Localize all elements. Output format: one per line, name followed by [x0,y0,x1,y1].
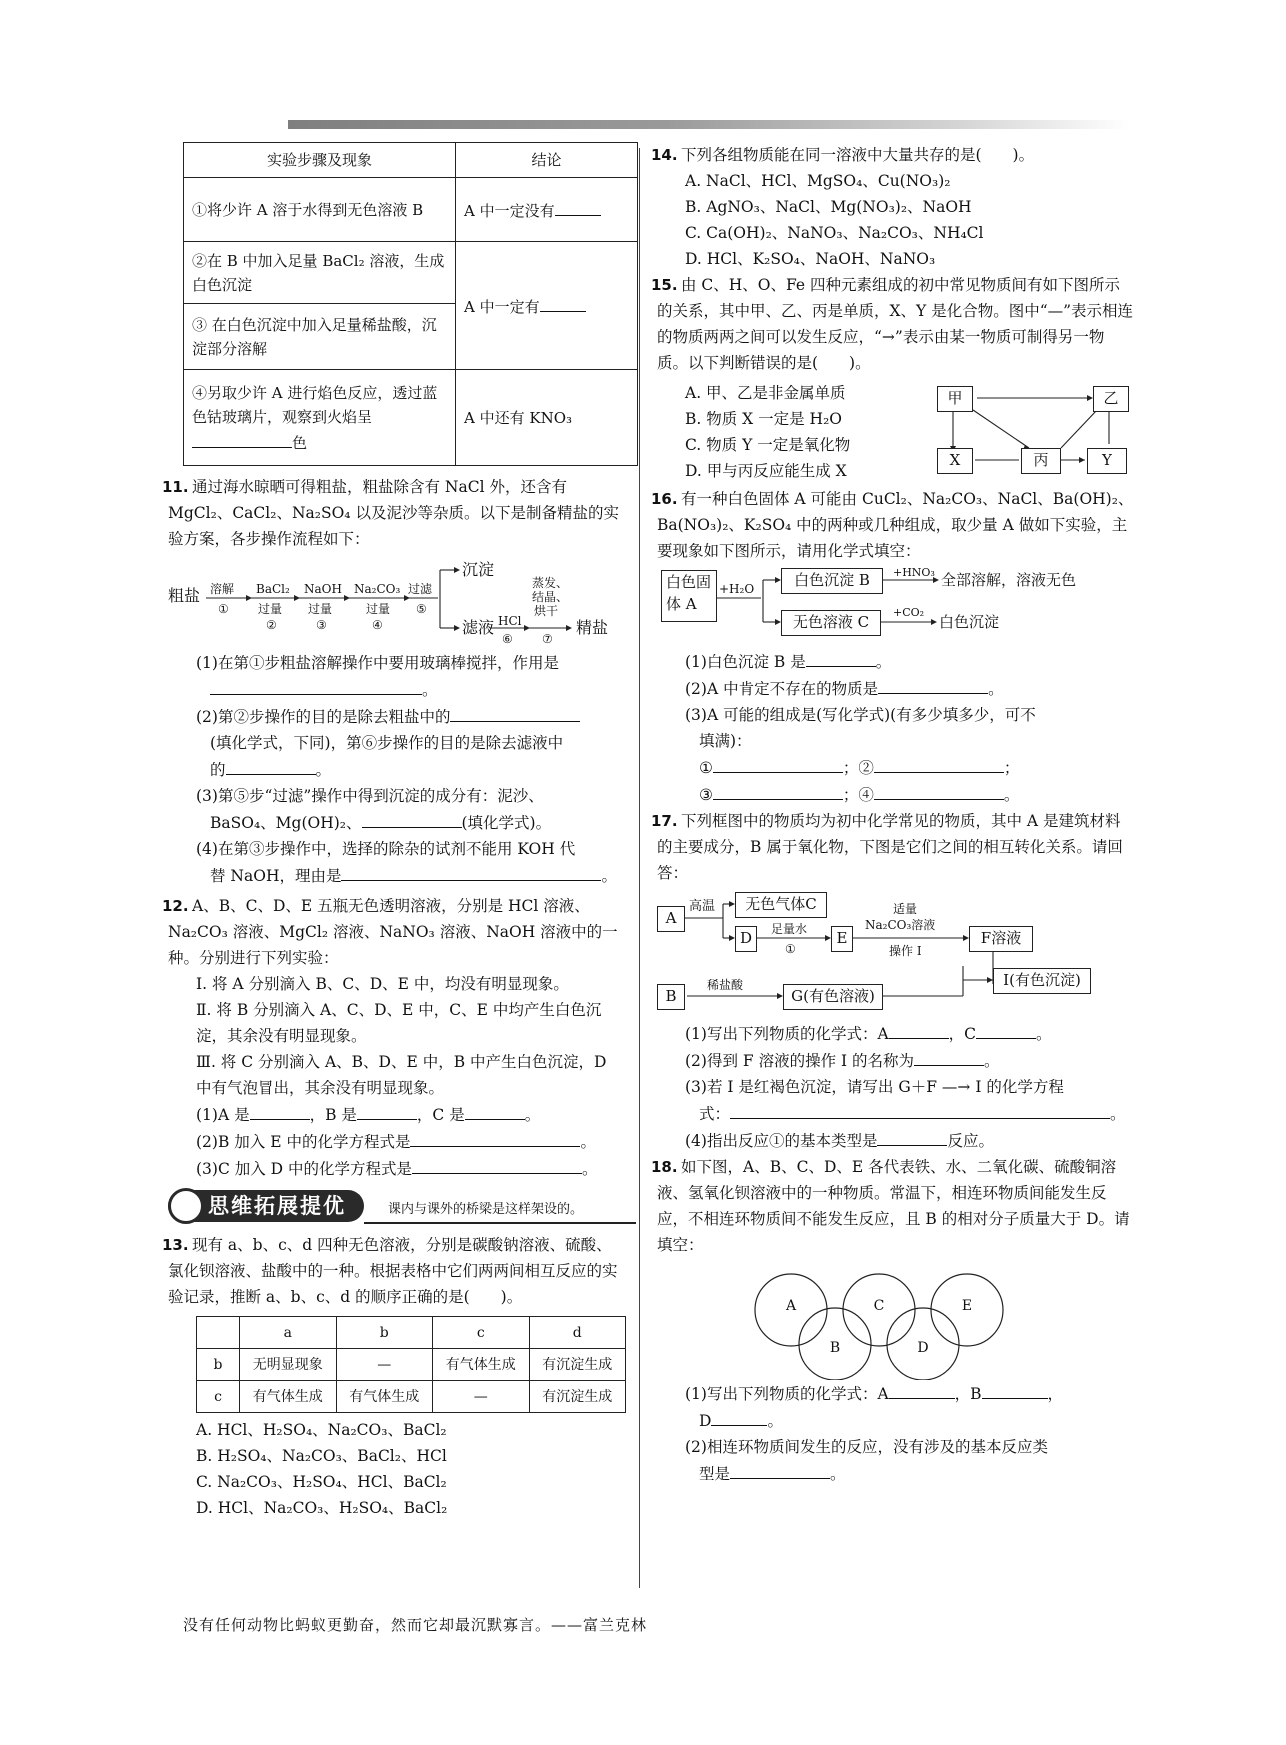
question-stem: 由 C、H、O、Fe 四种元素组成的初中常见物质间有如下图所示的关系，其中甲、乙、丙是单质，X、Y 是化合物。图中“—”表示相连的物质两两之间可以发生反应，“→”表示由某一物质可制得另一物质。以下判断错误的是( )。 [657,276,1134,372]
punct: 。 [875,653,892,671]
q12-part-1: (1)A 是 [196,1106,250,1124]
flow-label: 过量 [366,602,391,616]
reaction-table [196,1316,626,1413]
table-cell: 无明显现象 [240,1349,337,1381]
q17-part-2: (2)得到 F 溶液的操作 Ⅰ 的名称为 [685,1052,915,1070]
experiment-table [183,142,638,466]
ring-label-d: D [917,1340,929,1356]
punct: 。 [582,1160,598,1178]
q12-part-3: (3)C 加入 D 中的化学方程式是 [196,1160,413,1178]
footer-quote: 没有任何动物比蚂蚁更勤奋，然而它却最沉默寡言。——富兰克林 [183,1616,648,1634]
node-i: I(有色沉淀) [993,968,1091,994]
answer-blank[interactable] [210,676,422,695]
table-header: d [529,1317,626,1349]
ring-label-b: B [829,1340,841,1356]
q17-part-4b: 反应。 [947,1132,994,1150]
answer-blank[interactable] [250,1101,310,1120]
node-jia: 甲 [937,386,973,412]
q11-part-4b: 替 NaOH，理由是 [210,867,342,885]
flow-filtrate: 滤液 [462,618,495,637]
flow-label: 过量 [308,602,333,616]
node-a: A [657,906,685,932]
step-2: ②在 B 中加入足量 BaCl₂ 溶液，生成白色沉淀 [184,242,456,304]
answer-blank[interactable] [713,781,843,800]
question-stem: 通过海水晾晒可得粗盐，粗盐除含有 NaCl 外，还含有 MgCl₂、CaCl₂、Na₂SO₄ 以及泥沙等杂质。以下是制备精盐的实验方案，各步操作流程如下： [168,478,619,548]
punct: 。 [524,1106,541,1124]
flow-start: 粗盐 [168,586,201,605]
q17-part-1: (1)写出下列物质的化学式：A [685,1025,889,1043]
q11-part-3b: BaSO₄、Mg(OH)₂、 [210,814,362,832]
column-divider [639,148,640,1588]
condition-label: 稀盐酸 [707,978,744,992]
table-cell: 有气体生成 [433,1349,530,1381]
q16-part-2: (2)A 中肯定不存在的物质是 [685,680,879,698]
punct: 。 [580,1133,596,1151]
ring-label-a: A [785,1298,797,1314]
node-yi: 乙 [1093,386,1129,412]
flow-label: ③ [316,618,327,632]
ring-label-e: E [961,1298,973,1314]
conclusion-23: A 中一定有 [456,242,638,370]
option-a[interactable]: A. NaCl、HCl、MgSO₄、Cu(NO₃)₂ [685,172,951,190]
banner-subtitle: 课内与课外的桥梁是这样架设的。 [388,1202,584,1217]
condition-label: 操作 I [889,944,922,958]
question-15 [651,272,1135,486]
option-d[interactable]: D. HCl、Na₂CO₃、H₂SO₄、BaCl₂ [196,1499,448,1517]
punct: 。 [830,1465,846,1483]
answer-blank[interactable] [540,293,586,312]
question-13 [162,1232,626,1521]
table-header: b [336,1317,433,1349]
relation-diagram [937,384,1131,480]
question-number: 16. [651,490,678,508]
punct: 。 [767,1412,783,1430]
node-e: E [831,926,853,952]
reagent-label: +HNO₃ [893,566,935,579]
flow-label: ⑦ [542,632,553,646]
colorless-solution-c: 无色溶液 C [781,610,881,636]
banner-title: 思维拓展提优 [168,1190,364,1222]
question-number: 13. [162,1236,189,1254]
condition-label: 适量 [893,902,918,916]
answer-blank[interactable] [878,675,988,694]
option-b[interactable]: B. H₂SO₄、Na₂CO₃、BaCl₂、HCl [196,1447,447,1465]
q12-step-3: Ⅲ. 将 C 分别滴入 A、B、D、E 中，B 中产生白色沉淀，D 中有气泡冒出，其余没有明显现象。 [196,1053,607,1097]
step-4: ④另取少许 A 进行焰色反应，透过蓝色钴玻璃片，观察到火焰呈 色 [184,370,456,466]
q17-part-3b: 式： [699,1105,731,1123]
q16-part-3b: 填满)： [699,732,752,750]
table-header-conclusion: 结论 [456,143,638,178]
punct: 。 [315,761,332,779]
table-cell: b [197,1349,240,1381]
rings-diagram [657,1258,1135,1380]
question-11 [162,474,626,889]
flow-label: ⑤ [416,602,427,616]
punct: 。 [422,681,438,699]
q18-part-2b: 型是 [699,1465,731,1483]
option-c[interactable]: C. Ca(OH)₂、NaNO₃、Na₂CO₃、NH₄Cl [685,224,984,242]
punct: 。 [601,867,617,885]
table-header: a [240,1317,337,1349]
answer-blank[interactable] [730,1100,1110,1119]
q17-part-4: (4)指出反应①的基本类型是 [685,1132,878,1150]
result-label: 全部溶解，溶液无色 [941,571,1077,589]
question-stem: 如下图，A、B、C、D、E 各代表铁、水、二氧化碳、硫酸铜溶液、氢氧化钡溶液中的一种物质。常温下，相连环物质间能发生反应，不相连环物质间不能发生反应，且 B 的相对分子质量大于 D。请填空： [657,1158,1130,1254]
option-b[interactable]: B. 物质 X 一定是 H₂O [685,410,842,428]
condition-label: Na₂CO₃溶液 [865,918,936,932]
flow-end: 精盐 [576,618,609,637]
step-1: ①将少许 A 溶于水得到无色溶液 B [184,178,456,242]
answer-blank[interactable] [982,1380,1048,1399]
flow-label: ① [218,602,229,616]
reagent-label: +CO₂ [893,606,925,619]
punct: 。 [1036,1025,1052,1043]
node-f: F溶液 [969,926,1033,952]
answer-blank[interactable] [341,862,601,881]
table-header: c [433,1317,530,1349]
question-stem: 下列框图中的物质均为初中化学常见的物质，其中 A 是建筑材料的主要成分，B 属于氧化物，下图是它们之间的相互转化关系。请回答： [657,812,1123,882]
table-cell: c [197,1381,240,1413]
q18-label-b: ，B [954,1385,982,1403]
answer-blank[interactable] [976,1020,1036,1039]
q17-part-3: (3)若 I 是红褐色沉淀，请写出 G＋F —→ I 的化学方程 [685,1078,1064,1096]
rings-svg [657,1258,1135,1380]
answer-blank[interactable] [711,1407,767,1426]
question-number: 14. [651,146,678,164]
question-16 [651,486,1135,808]
q11-part-4: (4)在第③步操作中，选择的除杂的试剂不能用 KOH 代 [196,840,576,858]
q18-part-2: (2)相连环物质间发生的反应，没有涉及的基本反应类 [685,1438,1048,1456]
punct: 。 [1003,786,1020,804]
white-precipitate-b: 白色沉淀 B [781,568,883,594]
flow-label: 烘干 [534,604,559,618]
answer-blank[interactable] [713,754,843,773]
answer-blank[interactable] [914,1047,984,1066]
blank-index: ；④ [842,786,874,804]
condition-label: 足量水 [771,922,808,936]
q18-part-1: (1)写出下列物质的化学式：A [685,1385,889,1403]
flow-label: HCl [498,614,522,628]
flow-label: 蒸发、 [532,576,569,590]
top-gradient-bar [288,120,1130,129]
q12-part-2: (2)B 加入 E 中的化学方程式是 [196,1133,411,1151]
flow-label: ④ [372,618,383,632]
answer-blank[interactable] [362,809,462,828]
condition-label: ① [785,942,796,956]
table-cell: 有气体生成 [336,1381,433,1413]
answer-blank[interactable] [877,1127,947,1146]
node-g: G(有色溶液) [783,984,883,1010]
ring-label-c: C [873,1298,885,1314]
punct: 。 [988,680,1004,698]
q11-part-1: (1)在第①步粗盐溶解操作中要用玻璃棒搅拌，作用是 [196,654,559,672]
question-18 [651,1154,1135,1487]
answer-blank[interactable] [889,1020,949,1039]
table-row [197,1349,626,1381]
node-y: Y [1087,448,1127,474]
q15-body [657,376,1135,486]
solid-a-diagram [657,568,1135,648]
q11-part-2b: (填化学式，下同)，第⑥步操作的目的是除去滤液中 [210,734,564,752]
q18-label-d: D [699,1412,712,1430]
q12-label-b: ，B 是 [309,1106,357,1124]
purification-flow-diagram [168,556,626,650]
question-number: 18. [651,1158,678,1176]
table-header [197,1317,240,1349]
flow-label: ⑥ [502,632,513,646]
flow-label: 过量 [258,602,283,616]
right-column [651,142,1135,1487]
step-3: ③ 在白色沉淀中加入足量稀盐酸，沉淀部分溶解 [184,304,456,370]
option-a[interactable]: A. 甲、乙是非金属单质 [685,384,846,402]
table-header-steps: 实验步骤及现象 [184,143,456,178]
q11-part-3: (3)第⑤步“过滤”操作中得到沉淀的成分有：泥沙、 [196,787,544,805]
question-stem: 现有 a、b、c、d 四种无色溶液，分别是碳酸钠溶液、硫酸、氯化钡溶液、盐酸中的一种。根据表格中它们两两间相互反应的实验记录，推断 a、b、c、d 的顺序正确的是( )。 [168,1236,618,1306]
q12-label-c: ，C 是 [416,1106,465,1124]
flow-label: 结晶、 [532,590,569,604]
table-cell: — [433,1381,530,1413]
option-a[interactable]: A. HCl、H₂SO₄、Na₂CO₃、BaCl₂ [196,1421,447,1439]
blank-index: ③ [699,786,713,804]
answer-blank[interactable] [357,1101,417,1120]
question-17 [651,808,1135,1154]
punct: ； [1003,759,1020,777]
banner-underline [364,1222,636,1224]
flow-label: BaCl₂ [256,582,290,596]
question-stem: 有一种白色固体 A 可能由 CuCl₂、Na₂CO₃、NaCl、Ba(OH)₂、Ba(NO₃)₂、K₂SO₄ 中的两种或几种组成，取少量 A 做如下实验，主要现象如下图所示，请用化学式填空： [657,490,1134,560]
section-banner [168,1188,626,1228]
answer-blank[interactable] [874,781,1004,800]
answer-blank[interactable] [410,1128,580,1147]
answer-blank[interactable] [806,648,876,667]
answer-blank[interactable] [889,1380,955,1399]
table-cell: 有气体生成 [240,1381,337,1413]
blank-index: ① [699,759,713,777]
option-c[interactable]: C. Na₂CO₃、H₂SO₄、HCl、BaCl₂ [196,1473,447,1491]
question-14 [651,142,1135,272]
left-column [162,142,626,1521]
option-d[interactable]: D. 甲与丙反应能生成 X [685,462,847,480]
answer-blank[interactable] [192,429,292,448]
answer-blank[interactable] [555,197,601,216]
punct: ， [1047,1385,1064,1403]
flow-label: Na₂CO₃ [354,582,401,596]
node-bing: 丙 [1021,448,1061,474]
reagent-label: +H₂O [719,582,755,596]
conclusion-4: A 中还有 KNO₃ [456,370,638,466]
table-cell: 有沉淀生成 [529,1381,626,1413]
answer-blank[interactable] [874,754,1004,773]
answer-blank[interactable] [465,1101,525,1120]
flow-label: ② [266,618,277,632]
white-solid-a: 白色固 体 A [661,570,717,622]
q16-part-1: (1)白色沉淀 B 是 [685,653,806,671]
node-x: X [937,448,973,474]
punct: 。 [984,1052,1000,1070]
conversion-diagram [657,892,1135,1020]
flow-label: NaOH [304,582,342,596]
question-number: 17. [651,812,678,830]
question-stem: 下列各组物质能在同一溶液中大量共存的是( )。 [681,146,1035,164]
blank-index: ；② [842,759,874,777]
node-c: 无色气体C [735,892,827,918]
conclusion-1: A 中一定没有 [456,178,638,242]
answer-blank[interactable] [730,1460,830,1479]
option-b[interactable]: B. AgNO₃、NaCl、Mg(NO₃)₂、NaOH [685,198,972,216]
shell-icon [168,1188,204,1224]
node-d: D [735,926,757,952]
node-b: B [657,984,685,1010]
table-cell: — [336,1349,433,1381]
q16-part-3: (3)A 可能的组成是(写化学式)(有多少填多少，可不 [685,706,1036,724]
q17-label-c: ，C [948,1025,977,1043]
flow-precipitate: 沉淀 [462,560,495,579]
answer-blank[interactable] [412,1155,582,1174]
condition-label: 高温 [689,899,716,914]
table-cell: 有沉淀生成 [529,1349,626,1381]
question-number: 12. [162,897,189,915]
q12-step-1: Ⅰ. 将 A 分别滴入 B、C、D、E 中，均没有明显现象。 [196,975,569,993]
flow-label: 溶解 [210,582,235,596]
question-number: 11. [162,478,189,496]
q11-part-2c: 的 [210,761,226,779]
option-d[interactable]: D. HCl、K₂SO₄、NaOH、NaNO₃ [685,250,936,268]
question-stem: A、B、C、D、E 五瓶无色透明溶液，分别是 HCl 溶液、Na₂CO₃ 溶液、MgCl₂ 溶液、NaNO₃ 溶液、NaOH 溶液中的一种。分别进行下列实验： [168,897,618,967]
question-number: 15. [651,276,678,294]
q12-step-2: Ⅱ. 将 B 分别滴入 A、C、D、E 中，C、E 中均产生白色沉淀，其余没有明显现象。 [196,1001,602,1045]
answer-blank[interactable] [450,703,580,722]
result-label: 白色沉淀 [939,613,1000,631]
option-c[interactable]: C. 物质 Y 一定是氧化物 [685,436,851,454]
punct: 。 [1110,1105,1126,1123]
question-12 [162,893,626,1182]
q11-part-2: (2)第②步操作的目的是除去粗盐中的 [196,708,451,726]
answer-blank[interactable] [226,756,316,775]
table-row [197,1381,626,1413]
q11-part-3c: (填化学式)。 [461,814,552,832]
flow-label: 过滤 [408,582,433,596]
